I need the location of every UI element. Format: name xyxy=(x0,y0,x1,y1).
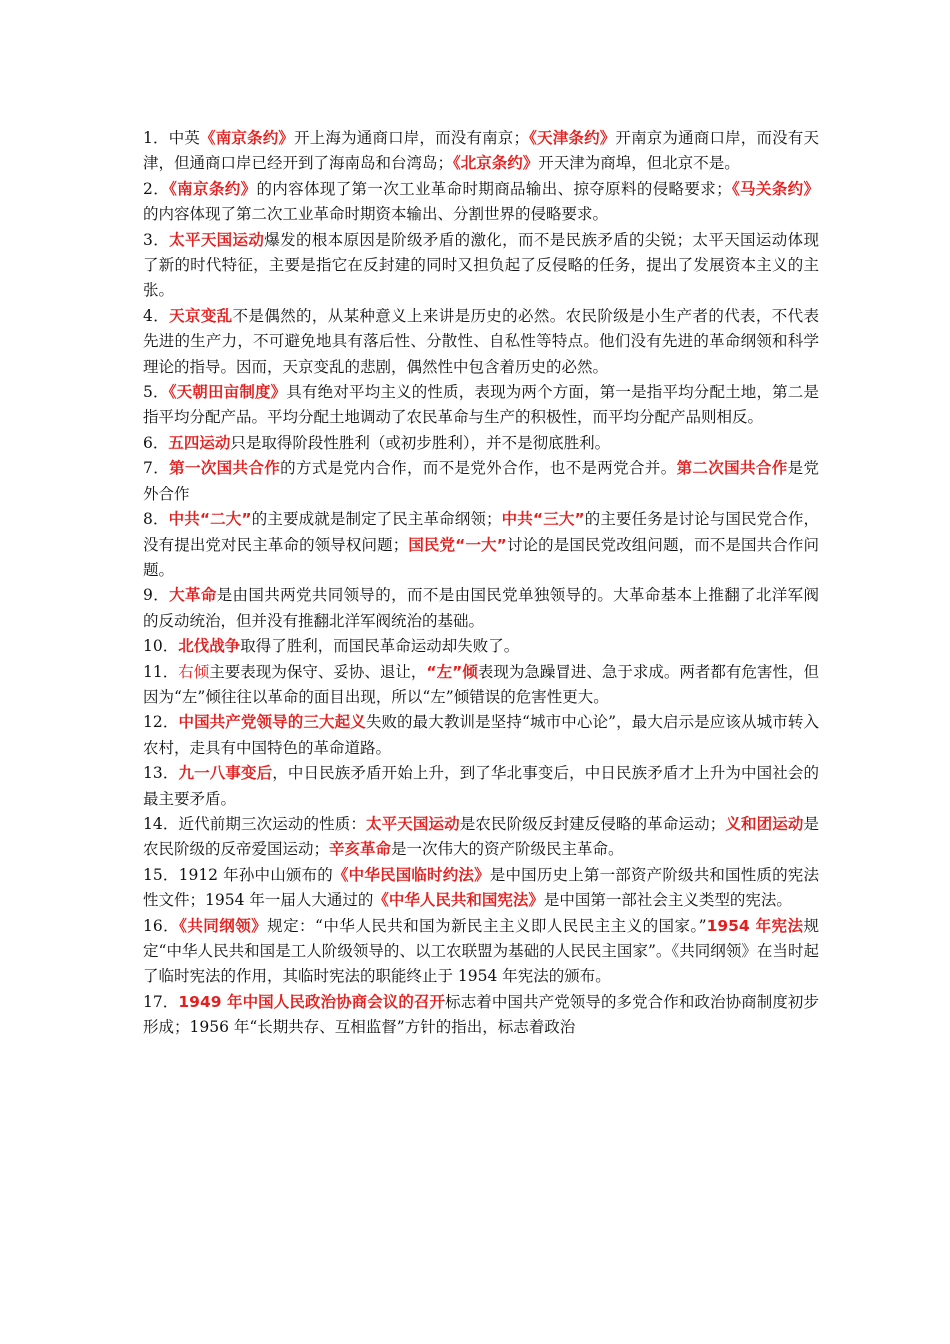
body-text: 规定“中华人民共和国是工人阶级领导的、以工农联盟为基础的人民民主国家”。《共同纲领》在当时起了临时宪法的作用，其临时宪法的职能终止于 1954 年宪法的颁布。 xyxy=(143,916,819,986)
highlighted-term: 1954 年宪法 xyxy=(706,916,804,935)
item-number: 8． xyxy=(143,510,169,529)
item-number: 17． xyxy=(143,992,179,1011)
body-text: 主要表现为保守、妥协、退让， xyxy=(209,662,427,681)
list-item xyxy=(143,456,819,507)
list-item xyxy=(143,634,819,659)
item-number: 15． xyxy=(143,865,179,884)
highlighted-term: 右倾 xyxy=(178,662,210,681)
highlighted-term: 第二次国共合作 xyxy=(676,459,788,478)
highlighted-term: 第一次国共合作 xyxy=(169,459,281,478)
list-item xyxy=(143,507,819,583)
list-item xyxy=(143,304,819,380)
item-number: 7． xyxy=(143,459,170,478)
body-text: 的内容体现了第一次工业革命时期商品输出、掠夺原料的侵略要求； xyxy=(256,179,732,198)
body-text: 是中国历史上第一部资产阶级共和国性质的宪法性文件；1954 年一届人大通过的 xyxy=(143,865,819,910)
body-text: 是农民阶级反封建反侵略的革命运动； xyxy=(459,814,726,833)
list-item xyxy=(143,660,819,711)
item-number: 4． xyxy=(143,306,170,325)
highlighted-term: “左”倾 xyxy=(426,662,478,681)
item-number: 10． xyxy=(143,637,179,656)
body-text: 近代前期三次运动的性质： xyxy=(178,814,366,833)
highlighted-term: 《中华人民共和国宪法》 xyxy=(373,891,544,910)
list-item xyxy=(143,177,819,228)
body-text: 开南京为通商口岸，而没有天津，但通商口岸已经开到了海南岛和台湾岛； xyxy=(143,129,819,173)
body-text: 中英 xyxy=(168,129,201,147)
item-number: 14． xyxy=(143,814,179,833)
highlighted-term: 国民党“一大” xyxy=(408,535,507,554)
list-item xyxy=(143,990,819,1041)
list-item xyxy=(143,710,819,761)
list-item xyxy=(143,380,819,431)
body-text: 是一次伟大的资产阶级民主革命。 xyxy=(391,840,624,859)
highlighted-term: 《中华民国临时约法》 xyxy=(332,865,490,884)
document-body xyxy=(143,126,819,1041)
list-item xyxy=(143,228,819,304)
list-item xyxy=(143,583,819,634)
item-number: 5． xyxy=(143,383,169,402)
item-number: 13． xyxy=(143,764,179,783)
body-text: 开天津为商埠，但北京不是。 xyxy=(538,154,740,173)
highlighted-term: 中共“二大” xyxy=(168,510,252,529)
body-text: 不是偶然的，从某种意义上来讲是历史的必然。农民阶级是小生产者的代表，不代表先进的生产力，不可避免地具有落后性、分散性、自私性等特点。他们没有先进的革命纲领和科学理论的指导。因而，天京变乱的悲剧，偶然性中包含着历史的必然。 xyxy=(143,306,819,376)
body-text: 只是取得阶段性胜利（或初步胜利），并不是彻底胜利。 xyxy=(230,433,611,452)
body-text: 是党外合作 xyxy=(143,459,819,503)
highlighted-term: 中共“三大” xyxy=(501,510,585,529)
body-text: 失败的最大教训是坚持“城市中心论”，最大启示是应该从城市转入农村，走具有中国特色的革命道路。 xyxy=(143,713,819,757)
highlighted-term: 《南京条约》 xyxy=(169,179,257,198)
highlighted-term: 《北京条约》 xyxy=(453,154,539,173)
body-text: 1912 年孙中山颁布的 xyxy=(178,865,333,884)
item-number: 12． xyxy=(143,713,179,732)
body-text: 是中国第一部社会主义类型的宪法。 xyxy=(543,891,792,910)
item-number: 11． xyxy=(143,662,179,681)
item-number: 16． xyxy=(143,916,180,935)
item-number: 9． xyxy=(143,586,170,605)
item-number: 1． xyxy=(143,129,169,147)
body-text: 是由国共两党共同领导的，而不是由国民党单独领导的。大革命基本上推翻了北洋军阀的反动统治，但并没有推翻北洋军阀统治的基础。 xyxy=(143,586,819,630)
item-number: 6． xyxy=(143,433,169,452)
body-text: 规定：“中华人民共和国为新民主主义即人民民主主义的国家。” xyxy=(267,916,707,935)
list-item xyxy=(143,431,819,456)
body-text: 标志着中国共产党领导的多党合作和政治协商制度初步形成；1956 年“长期共存、互相监督”方针的指出，标志着政治 xyxy=(143,992,819,1037)
list-item xyxy=(143,761,819,812)
body-text: 取得了胜利，而国民革命运动却失败了。 xyxy=(240,637,520,656)
highlighted-term: 五四运动 xyxy=(168,433,231,452)
highlighted-term: 《马关条约》 xyxy=(731,179,819,198)
list-item xyxy=(143,863,819,914)
list-item xyxy=(143,126,819,177)
highlighted-term: 大革命 xyxy=(169,586,217,605)
body-text: 的方式是党内合作，而不是党外合作，也不是两党合并。 xyxy=(280,459,677,478)
highlighted-term: 九一八事变后 xyxy=(178,764,273,783)
body-text: 开上海为通商口岸，而没有南京； xyxy=(294,129,529,147)
highlighted-term: 1949 年中国人民政治协商会议的召开 xyxy=(178,992,446,1011)
body-text: 的内容体现了第二次工业革命时期资本输出、分割世界的侵略要求。 xyxy=(143,205,609,224)
highlighted-term: 辛亥革命 xyxy=(329,840,392,859)
body-text: 爆发的根本原因是阶级矛盾的激化，而不是民族矛盾的尖锐；太平天国运动体现了新的时代特征，主要是指它在反封建的同时又担负起了反侵略的任务，提出了发展资本主义的主张。 xyxy=(143,230,819,300)
highlighted-term: 中国共产党领导的三大起义 xyxy=(178,713,366,732)
highlighted-term: 《天朝田亩制度》 xyxy=(168,383,287,402)
item-number: 2． xyxy=(143,179,170,198)
body-text: ，中日民族矛盾开始上升，到了华北事变后，中日民族矛盾才上升为中国社会的最主要矛盾。 xyxy=(143,764,819,808)
item-number: 3． xyxy=(143,230,170,249)
highlighted-term: 北伐战争 xyxy=(178,637,241,656)
highlighted-term: 义和团运动 xyxy=(725,814,804,833)
body-text: 的主要任务是讨论与国民党合作，没有提出党对民主革命的领导权问题； xyxy=(143,510,819,554)
list-item xyxy=(143,914,819,990)
highlighted-term: 《天津条约》 xyxy=(528,129,616,147)
highlighted-term: 《南京条约》 xyxy=(200,129,295,147)
highlighted-term: 天京变乱 xyxy=(169,306,233,325)
body-text: 是农民阶级的反帝爱国运动； xyxy=(143,814,819,859)
body-text: 表现为急躁冒进、急于求成。两者都有危害性，但因为“左”倾往往以革命的面目出现，所以“左”倾错误的危害性更大。 xyxy=(143,662,819,706)
highlighted-term: 《共同纲领》 xyxy=(179,916,268,935)
list-item xyxy=(143,812,819,863)
body-text: 具有绝对平均主义的性质，表现为两个方面，第一是指平均分配土地，第二是指平均分配产品。平均分配土地调动了农民革命与生产的积极性，而平均分配产品则相反。 xyxy=(143,383,819,427)
body-text: 讨论的是国民党改组问题，而不是国共合作问题。 xyxy=(143,535,819,579)
body-text: 的主要成就是制定了民主革命纲领； xyxy=(251,510,502,529)
highlighted-term: 太平天国运动 xyxy=(365,814,460,833)
highlighted-term: 太平天国运动 xyxy=(169,230,265,249)
